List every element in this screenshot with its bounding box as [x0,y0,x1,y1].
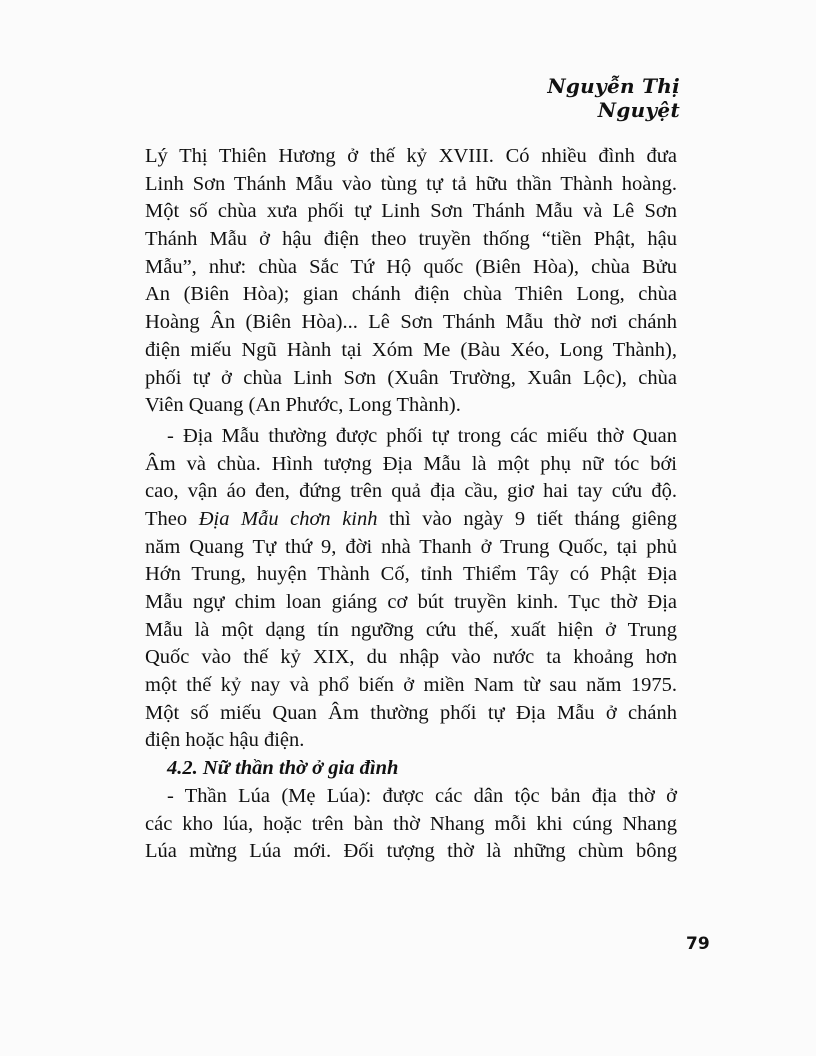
text-line: phối tự ở chùa Linh Sơn (Xuân Trường, Xuân Lộc), chùa [145,366,677,389]
text-line: Lúa mừng Lúa mới. Đối tượng thờ là những chùm bông [145,840,677,863]
paragraph-1 [145,143,677,420]
text-fragment: thì vào ngày 9 tiết tháng giêng [377,507,677,530]
text-line: Hớn Trung, huyện Thành Cố, tỉnh Thiểm Tây có Phật Địa [145,563,677,586]
page-body [145,143,677,866]
running-header: Nguyễn Thị Nguyệt [547,74,680,122]
text-line: Linh Sơn Thánh Mẫu vào tùng tự tả hữu thần Thành hoàng. [145,172,677,195]
book-title: Địa Mẫu chơn kinh [198,507,378,530]
page-number: 79 [686,934,710,954]
text-line: - Thần Lúa (Mẹ Lúa): được các dân tộc bản địa thờ ở [167,784,677,807]
text-line: Hoàng Ân (Biên Hòa)... Lê Sơn Thánh Mẫu thờ nơi chánh [145,311,677,334]
text-line: Lý Thị Thiên Hương ở thế kỷ XVIII. Có nhiều đình đưa [145,145,677,167]
text-line: Một số chùa xưa phối tự Linh Sơn Thánh Mẫu và Lê Sơn [145,200,677,223]
text-line: Âm và chùa. Hình tượng Địa Mẫu là một phụ nữ tóc bới [145,452,677,475]
text-line: cao, vận áo đen, đứng trên quả địa cầu, giơ hai tay cứu độ. [145,480,677,503]
paragraph-3 [145,783,677,866]
paragraph-2 [145,423,677,755]
section-heading: 4.2. Nữ thần thờ ở gia đình [167,757,399,780]
text-line: Thánh Mẫu ở hậu điện theo truyền thống “tiền Phật, hậu [145,228,677,251]
text-line: - Địa Mẫu thường được phối tự trong các miếu thờ Quan [167,424,677,447]
text-line: các kho lúa, hoặc trên bàn thờ Nhang mỗi khi cúng Nhang [145,812,677,835]
text-line: Mẫu ngự chim loan giáng cơ bút truyền kinh. Tục thờ Địa [145,591,677,613]
text-line: An (Biên Hòa); gian chánh điện chùa Thiên Long, chùa [145,283,677,306]
text-line: Quốc vào thế kỷ XIX, du nhập vào nước ta khoảng hơn [145,646,677,669]
text-line: Viên Quang (An Phước, Long Thành). [145,394,461,417]
text-line [145,506,677,534]
text-line: năm Quang Tự thứ 9, đời nhà Thanh ở Trung Quốc, tại phủ [145,535,677,558]
text-line: Một số miếu Quan Âm thường phối tự Địa Mẫu ở chánh [145,701,677,724]
text-line: điện hoặc hậu điện. [145,729,305,752]
text-line: một thế kỷ nay và phổ biến ở miền Nam từ sau năm 1975. [145,674,677,697]
text-line: Mẫu”, như: chùa Sắc Tứ Hộ quốc (Biên Hòa), chùa Bửu [145,255,677,278]
text-fragment: Theo [145,507,199,530]
text-line: điện miếu Ngũ Hành tại Xóm Me (Bàu Xéo, Long Thành), [145,338,677,361]
text-line: Mẫu là một dạng tín ngưỡng cứu thế, xuất hiện ở Trung [145,618,677,641]
